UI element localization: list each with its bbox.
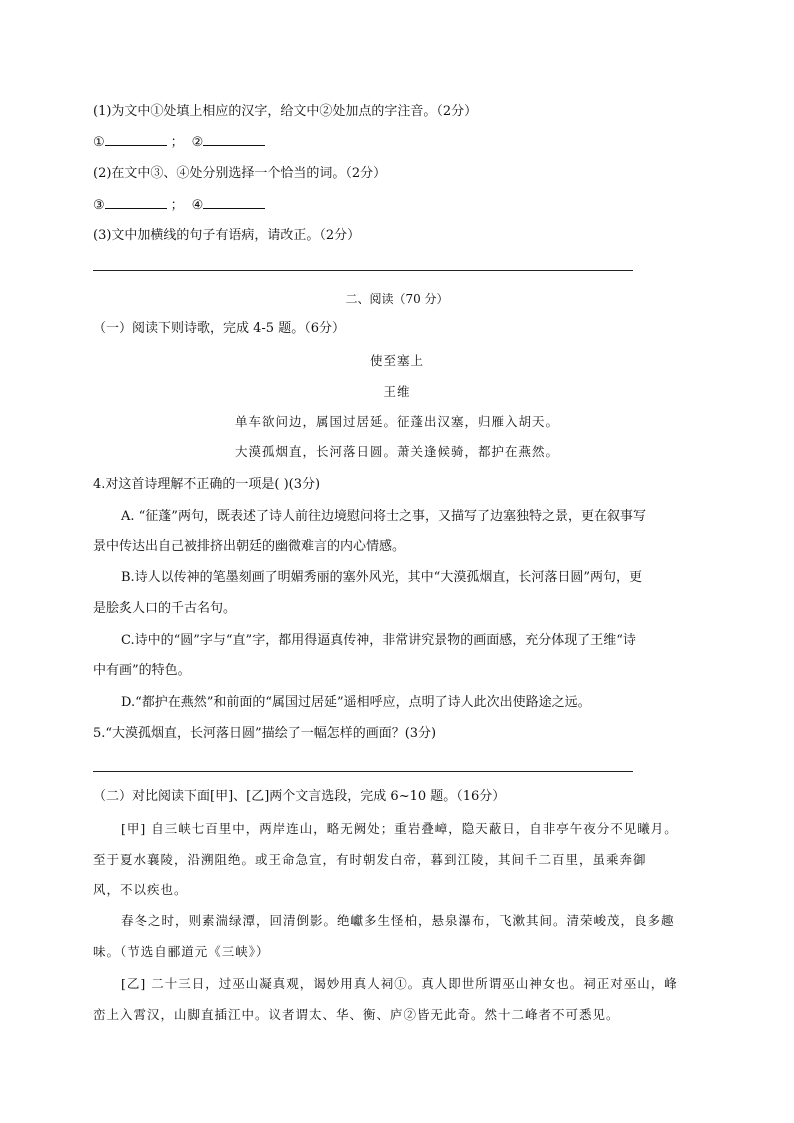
q4-option-b-cont: 是脍炙人口的千古名句。 xyxy=(93,601,237,616)
separator: ； xyxy=(170,135,184,150)
q1-sub3: (3)文中加横线的句子有语病，请改正。（2分） xyxy=(93,228,361,243)
answer-blank-2[interactable] xyxy=(203,133,265,146)
q4-option-b: B.诗人以传神的笔墨刻画了明媚秀丽的塞外风光，其中“大漠孤烟直，长河落日圆”两句，更 xyxy=(121,570,642,585)
blank-1-label: ① xyxy=(93,135,105,150)
yi-line-1: [乙] 二十三日，过巫山凝真观，谒妙用真人祠①。真人即世所谓巫山神女也。祠正对巫山，峰 xyxy=(121,976,678,991)
jia-line-3: 风，不以疾也。 xyxy=(93,882,188,897)
poem-title: 使至塞上 xyxy=(369,353,424,368)
q4-option-d: D.“都护在燕然”和前面的“属国过居延”遥相呼应，点明了诗人此次出使路途之远。 xyxy=(121,695,591,710)
q1-sub1: (1)为文中①处填上相应的汉字，给文中②处加点的字注音。（2分） xyxy=(93,104,478,119)
part2-intro: （二）对比阅读下面[甲]、[乙]两个文言选段，完成 6~10 题。（16分） xyxy=(93,789,506,804)
answer-line-2[interactable] xyxy=(93,771,633,772)
q5-stem: 5.“大漠孤烟直，长河落日圆”描绘了一幅怎样的画面？(3分) xyxy=(93,726,437,741)
jia-line-4: 春冬之时，则素湍绿潭，回清倒影。绝巘多生怪柏，悬泉瀑布，飞漱其间。清荣峻茂，良多趣 xyxy=(121,913,675,928)
yi-line-2: 峦上入霄汉，山脚直插江中。议者谓太、华、衡、庐②皆无此奇。然十二峰者不可悉见。 xyxy=(93,1007,620,1022)
q1-blank-row-2 xyxy=(93,196,265,215)
poem-line-1: 单车欲问边，属国过居延。征蓬出汉塞，归雁入胡天。 xyxy=(234,414,559,429)
separator: ； xyxy=(170,198,184,213)
q4-option-a-cont: 景中传达出自己被排挤出朝廷的幽微难言的内心情感。 xyxy=(93,539,406,554)
q1-sub2: (2)在文中③、④处分别选择一个恰当的词。（2分） xyxy=(93,166,387,181)
blank-3-label: ③ xyxy=(93,198,105,213)
q4-stem: 4.对这首诗理解不正确的一项是( )(3分) xyxy=(93,477,321,492)
poem-line-2: 大漠孤烟直，长河落日圆。萧关逢候骑，都护在燕然。 xyxy=(234,444,559,459)
answer-blank-1[interactable] xyxy=(105,133,167,146)
poem-author: 王维 xyxy=(383,384,411,399)
answer-blank-4[interactable] xyxy=(203,196,265,209)
part1-intro: （一）阅读下则诗歌，完成 4-5 题。（6分） xyxy=(93,321,345,336)
blank-4-label: ④ xyxy=(191,198,204,213)
jia-line-5: 味。（节选自郦道元《三峡》） xyxy=(93,944,270,959)
q4-option-c: C.诗中的“圆”字与“直”字，都用得逼真传神，非常讲究景物的画面感，充分体现了王维“诗 xyxy=(121,633,636,648)
answer-blank-3[interactable] xyxy=(105,196,167,209)
jia-line-1: [甲] 自三峡七百里中，两岸连山，略无阙处；重岩叠嶂，隐天蔽日，自非亭午夜分不见曦月。 xyxy=(121,821,678,836)
jia-line-2: 至于夏水襄陵，沿溯阻绝。或王命急宣，有时朝发白帝，暮到江陵，其间千二百里，虽乘奔御 xyxy=(93,852,647,867)
section-title: 二、阅读（70 分） xyxy=(345,292,449,306)
q4-option-a: A. “征蓬”两句，既表述了诗人前往边境慰问将士之事，又描写了边塞独特之景，更在叙事写 xyxy=(121,509,646,524)
q1-blank-row-1 xyxy=(93,133,265,152)
blank-2-label: ② xyxy=(191,135,204,150)
answer-line-1[interactable] xyxy=(93,270,633,271)
q4-option-c-cont: 中有画”的特色。 xyxy=(93,663,191,678)
